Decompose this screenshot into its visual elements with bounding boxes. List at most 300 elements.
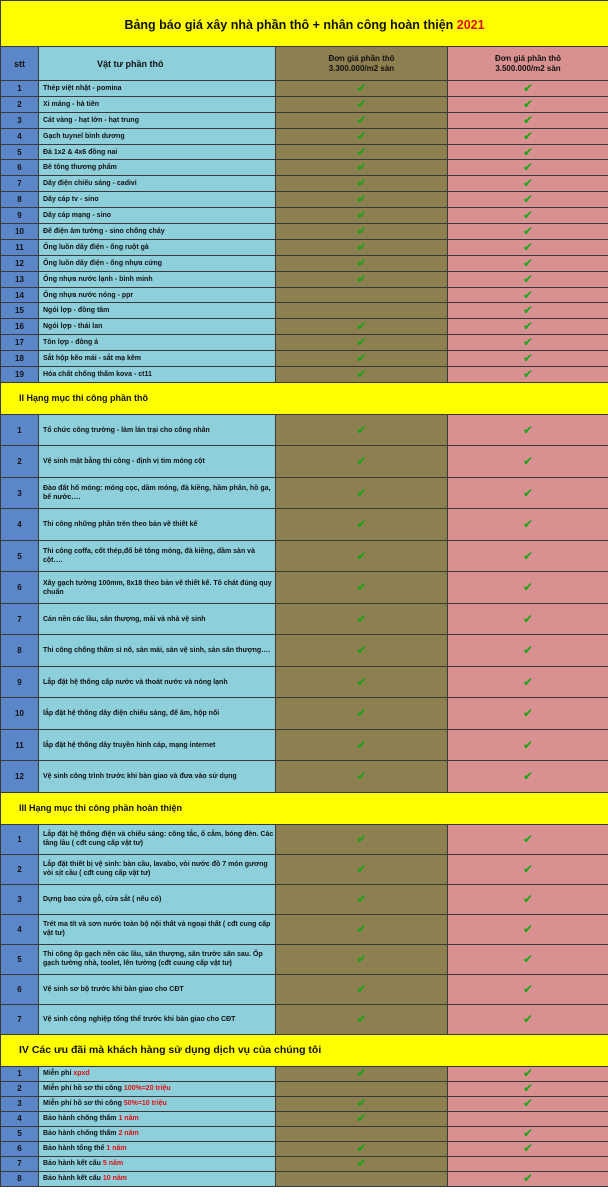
check-icon: ✔: [522, 1171, 534, 1186]
package-1-cell: [276, 1004, 448, 1034]
row-number: 6: [1, 572, 39, 604]
row-description: lắp đặt hệ thống dây truyền hình cáp, mạng internet: [39, 729, 276, 761]
table-row: [1, 729, 608, 761]
row-number: 19: [1, 367, 39, 383]
package-1-cell: [276, 666, 448, 698]
table-row: [1, 255, 608, 271]
table-row: [1, 192, 608, 208]
row-number: 2: [1, 854, 39, 884]
package-1-cell: [276, 128, 448, 144]
row-description: Hóa chất chống thấm kova - ct11: [39, 367, 276, 383]
row-description-highlight: 1 năm: [118, 1115, 139, 1123]
row-description: Ống luồn dây điện - ống nhựa cứng: [39, 255, 276, 271]
table-row: [1, 824, 608, 854]
package-2-cell: [448, 1126, 608, 1141]
row-description: Gạch tuynel bình dương: [39, 128, 276, 144]
check-icon: ✔: [356, 1011, 367, 1026]
row-number: 3: [1, 477, 39, 509]
table-row: [1, 176, 608, 192]
table-row: [1, 1171, 608, 1186]
header-row: [1, 47, 608, 81]
package-1-cell: [276, 1096, 448, 1111]
table-row: [1, 698, 608, 730]
table-row: [1, 112, 608, 128]
package-2-cell: [448, 1141, 608, 1156]
row-number: 8: [1, 635, 39, 667]
table-row: [1, 944, 608, 974]
row-description: Thi công những phần trên theo bản vẽ thiết kế: [39, 509, 276, 541]
check-icon: ✔: [522, 128, 534, 143]
row-description-highlight: 10 năm: [102, 1175, 128, 1183]
table-row: [1, 603, 608, 635]
check-icon: ✔: [522, 737, 534, 752]
row-description: Thi công chống thấm sì nô, sàn mái, sàn vệ sinh, sàn sân thượng….: [39, 635, 276, 667]
table-row: [1, 1156, 608, 1171]
row-description-text: Bảo hành kết cấu: [43, 1160, 103, 1168]
table-row: [1, 128, 608, 144]
header-package-2-line2: 3.500.000/m2 sàn: [495, 63, 561, 73]
check-icon: ✔: [356, 643, 367, 658]
check-icon: ✔: [522, 351, 534, 366]
check-icon: ✔: [522, 208, 534, 223]
check-icon: ✔: [522, 454, 534, 469]
table-row: [1, 854, 608, 884]
row-description: [39, 1111, 276, 1126]
table-row: [1, 635, 608, 667]
check-icon: ✔: [356, 366, 367, 381]
section4-title: IV Các ưu đãi mà khách hàng sử dụng dịch vụ của chúng tôi: [1, 1034, 608, 1066]
package-1-cell: [276, 81, 448, 97]
package-1-cell: [276, 884, 448, 914]
table-row: [1, 1004, 608, 1034]
check-icon: ✔: [522, 861, 534, 876]
row-description: [39, 1081, 276, 1096]
row-number: 4: [1, 1111, 39, 1126]
package-2-cell: [448, 208, 608, 224]
package-2-cell: [448, 271, 608, 287]
check-icon: ✔: [356, 96, 367, 111]
title-row: [1, 1, 608, 47]
table-row: [1, 367, 608, 383]
table-row: [1, 160, 608, 176]
package-2-cell: [448, 509, 608, 541]
row-description: Thép việt nhật - pomina: [39, 81, 276, 97]
row-description: Ngói lợp - thái lan: [39, 319, 276, 335]
check-icon: ✔: [522, 271, 534, 286]
check-icon: ✔: [356, 517, 367, 532]
row-number: 7: [1, 1156, 39, 1171]
check-icon: ✔: [356, 192, 367, 207]
row-number: 3: [1, 1096, 39, 1111]
package-2-cell: [448, 1066, 608, 1081]
row-description: Ống nhựa nước lạnh - bình minh: [39, 271, 276, 287]
row-number: 2: [1, 446, 39, 478]
check-icon: ✔: [356, 144, 367, 159]
package-2-cell: [448, 1171, 608, 1186]
row-description-text: Miễn phí: [43, 1070, 74, 1078]
package-1-cell: [276, 698, 448, 730]
row-description-text: Bảo hành kết cấu: [43, 1175, 103, 1183]
package-1-cell: [276, 224, 448, 240]
row-description: Sắt hộp kẽo mái - sắt mạ kẽm: [39, 351, 276, 367]
check-icon: ✔: [522, 611, 534, 626]
row-number: 2: [1, 96, 39, 112]
check-icon: ✔: [356, 548, 367, 563]
row-description: Đào đất hố móng: móng cọc, dầm móng, đà kiềng, hầm phân, hồ ga, bể nước….: [39, 477, 276, 509]
package-2-cell: [448, 944, 608, 974]
table-row: [1, 287, 608, 303]
package-1-cell: [276, 477, 448, 509]
check-icon: ✔: [356, 611, 367, 626]
row-description: Xây gạch tường 100mm, 8x18 theo bản vẽ thiết kế. Tô chát đúng quy chuẩn: [39, 572, 276, 604]
table-row: [1, 446, 608, 478]
package-1-cell: [276, 944, 448, 974]
check-icon: ✔: [522, 485, 534, 500]
check-icon: ✔: [356, 160, 367, 175]
check-icon: ✔: [522, 517, 534, 532]
row-description: Trét ma tít và sơn nước toàn bộ nội thất và ngoại thất ( cđt cung cấp vật tư): [39, 914, 276, 944]
package-1-cell: [276, 1156, 448, 1171]
check-icon: ✔: [522, 335, 534, 350]
row-description: Ống luồn dây điện - ống ruột gà: [39, 239, 276, 255]
row-number: 9: [1, 208, 39, 224]
row-number: 8: [1, 192, 39, 208]
row-number: 1: [1, 824, 39, 854]
package-2-cell: [448, 128, 608, 144]
header-package-2: [448, 47, 608, 81]
package-2-cell: [448, 239, 608, 255]
row-description: [39, 1066, 276, 1081]
row-number: 16: [1, 319, 39, 335]
section3-title-row: [1, 792, 608, 824]
package-1-cell: [276, 635, 448, 667]
row-description-highlight: 50%=10 triệu: [123, 1100, 167, 1108]
check-icon: ✔: [356, 706, 367, 721]
row-number: 5: [1, 944, 39, 974]
header-package-1: [276, 47, 448, 81]
table-row: [1, 144, 608, 160]
package-1-cell: [276, 319, 448, 335]
package-2-cell: [448, 914, 608, 944]
check-icon: ✔: [522, 287, 534, 302]
package-1-cell: [276, 824, 448, 854]
row-number: 6: [1, 1141, 39, 1156]
check-icon: ✔: [356, 831, 367, 846]
check-icon: ✔: [356, 319, 367, 334]
header-package-1-line1: Đơn giá phần thô: [328, 53, 395, 63]
table-row: [1, 1111, 608, 1126]
row-number: 5: [1, 1126, 39, 1141]
table-row: [1, 1126, 608, 1141]
row-number: 12: [1, 761, 39, 793]
check-icon: ✔: [356, 1141, 367, 1156]
check-icon: ✔: [522, 319, 534, 334]
package-2-cell: [448, 160, 608, 176]
table-row: [1, 271, 608, 287]
check-icon: ✔: [522, 1126, 534, 1141]
package-2-cell: [448, 729, 608, 761]
row-number: 6: [1, 160, 39, 176]
row-description: Dây cáp mạng - sino: [39, 208, 276, 224]
title-text: Bảng báo giá xây nhà phần thô + nhân công hoàn thiện: [124, 17, 454, 32]
check-icon: ✔: [356, 208, 367, 223]
check-icon: ✔: [522, 1141, 534, 1156]
row-number: 6: [1, 974, 39, 1004]
package-2-cell: [448, 854, 608, 884]
row-number: 5: [1, 144, 39, 160]
check-icon: ✔: [356, 271, 367, 286]
package-2-cell: [448, 635, 608, 667]
row-description: Dây điện chiếu sáng - cadivi: [39, 176, 276, 192]
package-1-cell: [276, 96, 448, 112]
row-description: Vệ sinh sơ bộ trước khi bàn giao cho CĐT: [39, 974, 276, 1004]
table-row: [1, 884, 608, 914]
package-2-cell: [448, 287, 608, 303]
package-1-cell: [276, 255, 448, 271]
package-2-cell: [448, 1081, 608, 1096]
package-2-cell: [448, 698, 608, 730]
check-icon: ✔: [356, 580, 367, 595]
check-icon: ✔: [522, 1096, 534, 1111]
check-icon: ✔: [356, 981, 367, 996]
package-2-cell: [448, 1111, 608, 1126]
row-description-highlight: 2 năm: [118, 1130, 139, 1138]
package-1-cell: [276, 729, 448, 761]
check-icon: ✔: [522, 921, 534, 936]
check-icon: ✔: [356, 1066, 367, 1081]
table-row: [1, 1066, 608, 1081]
check-icon: ✔: [356, 485, 367, 500]
check-icon: ✔: [522, 580, 534, 595]
check-icon: ✔: [356, 223, 367, 238]
row-description: [39, 1141, 276, 1156]
row-number: 9: [1, 666, 39, 698]
row-number: 8: [1, 1171, 39, 1186]
row-description: Lắp đặt hệ thống cấp nước và thoát nước và nóng lạnh: [39, 666, 276, 698]
row-number: 18: [1, 351, 39, 367]
package-1-cell: [276, 1126, 448, 1141]
package-2-cell: [448, 96, 608, 112]
check-icon: ✔: [522, 706, 534, 721]
check-icon: ✔: [522, 303, 534, 318]
row-description: lắp đặt hệ thống dây điện chiếu sáng, đế âm, hộp nối: [39, 698, 276, 730]
row-number: 3: [1, 884, 39, 914]
row-description: [39, 1171, 276, 1186]
row-description: Tổ chức công trường - làm lán trại cho công nhân: [39, 414, 276, 446]
row-description-text: Bảo hành chống thấm: [43, 1130, 119, 1138]
section3-title: III Hạng mục thi công phần hoàn thiện: [1, 792, 608, 824]
row-description-highlight: 1 năm: [106, 1145, 127, 1153]
check-icon: ✔: [356, 454, 367, 469]
check-icon: ✔: [356, 239, 367, 254]
row-description: Thi công ốp gạch nền các lầu, sân thượng, sân trước sân sau. Ốp gạch tường nhà, toolet, lên tường (cđt cuung cấp vật tư): [39, 944, 276, 974]
check-icon: ✔: [522, 981, 534, 996]
package-1-cell: [276, 854, 448, 884]
check-icon: ✔: [522, 144, 534, 159]
row-number: 12: [1, 255, 39, 271]
section4-title-row: [1, 1034, 608, 1066]
row-number: 10: [1, 698, 39, 730]
package-2-cell: [448, 666, 608, 698]
row-number: 1: [1, 1066, 39, 1081]
row-description: Lắp đặt hệ thống điện và chiếu sáng: công tắc, ổ cắm, bóng đèn. Các tầng lầu ( cđt cung cấp vật tư): [39, 824, 276, 854]
check-icon: ✔: [356, 674, 367, 689]
check-icon: ✔: [522, 548, 534, 563]
package-2-cell: [448, 603, 608, 635]
row-description: Vệ sinh công trình trước khi bàn giao và đưa vào sử dụng: [39, 761, 276, 793]
package-1-cell: [276, 1066, 448, 1081]
table-row: [1, 1141, 608, 1156]
check-icon: ✔: [522, 192, 534, 207]
row-number: 4: [1, 914, 39, 944]
row-description: Thi công coffa, cốt thép,đổ bê tông móng, đà kiềng, dầm sàn và cột….: [39, 540, 276, 572]
row-number: 1: [1, 414, 39, 446]
row-number: 11: [1, 239, 39, 255]
header-stt: stt: [1, 47, 39, 81]
package-2-cell: [448, 446, 608, 478]
package-2-cell: [448, 144, 608, 160]
check-icon: ✔: [522, 112, 534, 127]
table-row: [1, 319, 608, 335]
table-row: [1, 914, 608, 944]
row-description-text: Miễn phí hồ sơ thi công: [43, 1085, 124, 1093]
row-number: 7: [1, 1004, 39, 1034]
table-row: [1, 96, 608, 112]
check-icon: ✔: [522, 951, 534, 966]
table-row: [1, 351, 608, 367]
table-row: [1, 540, 608, 572]
table-row: [1, 477, 608, 509]
row-description: Dựng bao cửa gỗ, cửa sắt ( nếu có): [39, 884, 276, 914]
package-1-cell: [276, 603, 448, 635]
package-1-cell: [276, 540, 448, 572]
table-row: [1, 81, 608, 97]
package-2-cell: [448, 414, 608, 446]
row-description: [39, 1126, 276, 1141]
package-1-cell: [276, 572, 448, 604]
package-2-cell: [448, 112, 608, 128]
check-icon: ✔: [356, 1156, 367, 1171]
package-1-cell: [276, 1111, 448, 1126]
row-description: Cát vàng - hạt lớn - hạt trung: [39, 112, 276, 128]
row-description: Ống nhựa nước nóng - ppr: [39, 287, 276, 303]
package-2-cell: [448, 1096, 608, 1111]
row-description-highlight: xpxd: [73, 1070, 90, 1078]
package-1-cell: [276, 446, 448, 478]
package-2-cell: [448, 81, 608, 97]
package-1-cell: [276, 974, 448, 1004]
check-icon: ✔: [522, 1011, 534, 1026]
row-number: 17: [1, 335, 39, 351]
package-2-cell: [448, 192, 608, 208]
package-1-cell: [276, 303, 448, 319]
check-icon: ✔: [356, 951, 367, 966]
table-row: [1, 509, 608, 541]
package-2-cell: [448, 335, 608, 351]
check-icon: ✔: [522, 96, 534, 111]
check-icon: ✔: [522, 1081, 534, 1096]
check-icon: ✔: [356, 921, 367, 936]
row-description: Vệ sinh công nghiệp tổng thể trước khi bàn giao cho CĐT: [39, 1004, 276, 1034]
row-number: 7: [1, 603, 39, 635]
package-1-cell: [276, 351, 448, 367]
row-description: [39, 1096, 276, 1111]
check-icon: ✔: [356, 176, 367, 191]
package-2-cell: [448, 761, 608, 793]
check-icon: ✔: [522, 643, 534, 658]
package-2-cell: [448, 540, 608, 572]
row-description: Dây cáp tv - sino: [39, 192, 276, 208]
check-icon: ✔: [356, 422, 367, 437]
row-number: 3: [1, 112, 39, 128]
check-icon: ✔: [356, 335, 367, 350]
package-1-cell: [276, 192, 448, 208]
check-icon: ✔: [522, 831, 534, 846]
row-description-text: Bảo hành chống thấm: [43, 1115, 119, 1123]
check-icon: ✔: [522, 255, 534, 270]
header-package-2-line1: Đơn giá phần thô: [494, 53, 562, 63]
row-number: 13: [1, 271, 39, 287]
check-icon: ✔: [356, 112, 367, 127]
table-row: [1, 303, 608, 319]
package-1-cell: [276, 176, 448, 192]
package-2-cell: [448, 224, 608, 240]
package-2-cell: [448, 1156, 608, 1171]
table-row: [1, 208, 608, 224]
row-description: Cán nền các lầu, sân thượng, mái và nhà vệ sinh: [39, 603, 276, 635]
package-1-cell: [276, 1081, 448, 1096]
package-1-cell: [276, 914, 448, 944]
check-icon: ✔: [356, 255, 367, 270]
row-description: Đế điện âm tường - sino chống cháy: [39, 224, 276, 240]
check-icon: ✔: [522, 239, 534, 254]
row-number: 14: [1, 287, 39, 303]
table-row: [1, 572, 608, 604]
package-1-cell: [276, 112, 448, 128]
check-icon: ✔: [356, 351, 367, 366]
package-1-cell: [276, 1171, 448, 1186]
row-description: Lắp đặt thiết bị vệ sinh: bàn cầu, lavabo, vòi nước đồ 7 món gương vòi sịt cầu ( cđt cung cấp vật tư): [39, 854, 276, 884]
header-material: Vật tư phần thô: [39, 47, 276, 81]
package-2-cell: [448, 974, 608, 1004]
table-row: [1, 414, 608, 446]
title-year: 2021: [456, 17, 485, 32]
check-icon: ✔: [522, 80, 534, 95]
package-2-cell: [448, 824, 608, 854]
package-2-cell: [448, 884, 608, 914]
table-row: [1, 239, 608, 255]
row-number: 11: [1, 729, 39, 761]
row-number: 7: [1, 176, 39, 192]
package-2-cell: [448, 477, 608, 509]
row-number: 15: [1, 303, 39, 319]
package-1-cell: [276, 367, 448, 383]
row-description: Bê tông thương phẩm: [39, 160, 276, 176]
package-2-cell: [448, 351, 608, 367]
row-number: 10: [1, 224, 39, 240]
section2-title-row: [1, 382, 608, 414]
check-icon: ✔: [356, 80, 367, 95]
package-2-cell: [448, 367, 608, 383]
row-number: 2: [1, 1081, 39, 1096]
row-number: 4: [1, 128, 39, 144]
check-icon: ✔: [522, 891, 534, 906]
row-description-text: Bảo hành tổng thể: [43, 1145, 107, 1153]
package-1-cell: [276, 1141, 448, 1156]
table-row: [1, 1081, 608, 1096]
check-icon: ✔: [356, 861, 367, 876]
row-number: 5: [1, 540, 39, 572]
